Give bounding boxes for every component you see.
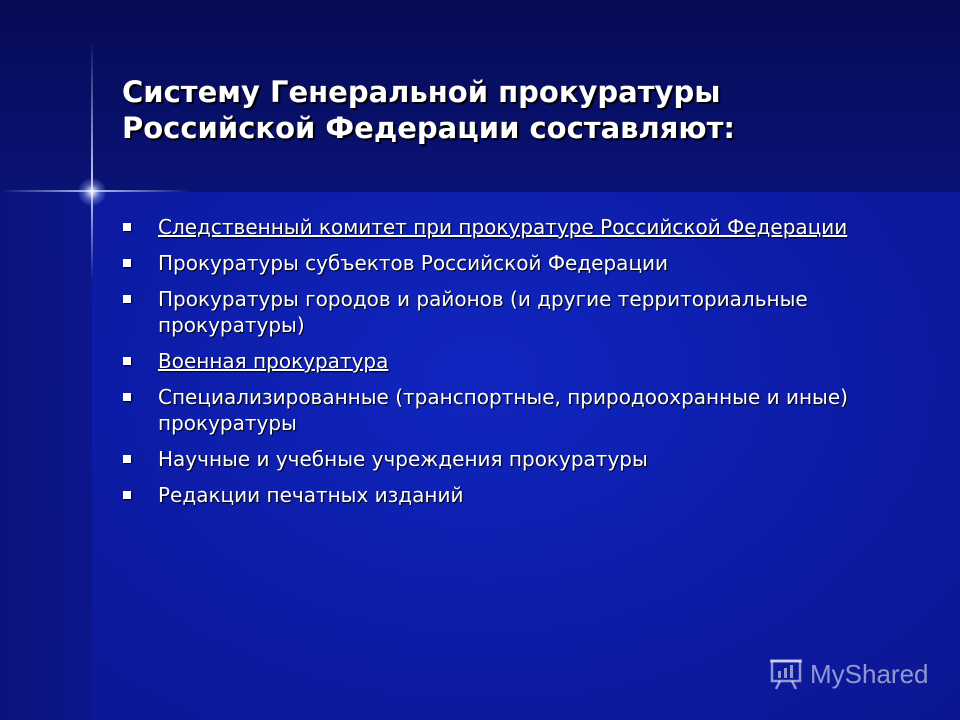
bullet-text: Редакции печатных изданий xyxy=(158,483,464,507)
bullet-text: Прокуратуры субъектов Российской Федерации xyxy=(158,251,669,275)
bullet-item xyxy=(122,348,892,374)
bullet-link-military-prosecution[interactable]: Военная прокуратура xyxy=(158,349,389,373)
bullet-text: Научные и учебные учреждения прокуратуры xyxy=(158,447,648,471)
presentation-board-icon xyxy=(768,657,804,691)
slide-title xyxy=(122,74,902,146)
light-flare-vertical xyxy=(91,40,93,280)
square-bullet-icon xyxy=(123,357,131,365)
bullet-link-investigative-committee[interactable]: Следственный комитет при прокуратуре Российской Федерации xyxy=(158,215,848,239)
bullet-text: Прокуратуры городов и районов (и другие территориальные прокуратуры) xyxy=(158,287,808,337)
bullet-item xyxy=(122,446,892,472)
square-bullet-icon xyxy=(123,259,131,267)
square-bullet-icon xyxy=(123,455,131,463)
bullet-text: Специализированные (транспортные, природоохранные и иные) прокуратуры xyxy=(158,385,848,435)
square-bullet-icon xyxy=(123,491,131,499)
bullet-item xyxy=(122,384,892,436)
bullet-list xyxy=(122,214,892,518)
square-bullet-icon xyxy=(123,295,131,303)
square-bullet-icon xyxy=(123,223,131,231)
slide-title-line-2: Российской Федерации составляют: xyxy=(122,111,735,145)
bullet-item xyxy=(122,214,892,240)
watermark xyxy=(768,654,929,694)
left-band xyxy=(0,192,92,720)
light-flare-core xyxy=(78,178,106,206)
slide-title-line-1: Систему Генеральной прокуратуры xyxy=(122,75,721,109)
bullet-item xyxy=(122,482,892,508)
bullet-item xyxy=(122,286,892,338)
watermark-text: MyShared xyxy=(810,658,929,689)
bullet-item xyxy=(122,250,892,276)
square-bullet-icon xyxy=(123,393,131,401)
